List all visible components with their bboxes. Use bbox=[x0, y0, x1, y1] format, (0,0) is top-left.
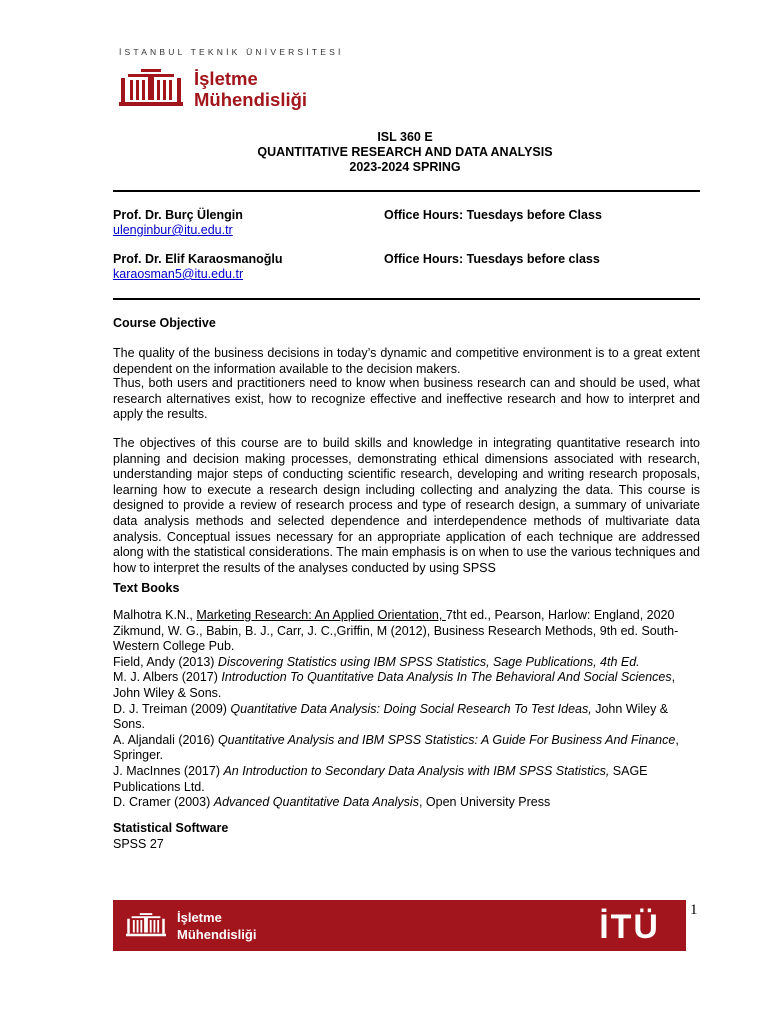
objective-heading: Course Objective bbox=[113, 316, 216, 330]
textbook-item: J. MacInnes (2017) An Introduction to Secondary Data Analysis with IBM SPSS Statistics, SAGE Publications Ltd. bbox=[113, 763, 648, 794]
instructor-2-name: Prof. Dr. Elif Karaosmanoğlu bbox=[113, 252, 283, 266]
instructor-1-email-link[interactable]: ulenginbur@itu.edu.tr bbox=[113, 223, 233, 237]
divider-bottom bbox=[113, 298, 700, 300]
footer-logo-line-1: İşletme bbox=[177, 910, 222, 925]
software-value: SPSS 27 bbox=[113, 837, 164, 851]
course-title: QUANTITATIVE RESEARCH AND DATA ANALYSIS bbox=[257, 145, 553, 159]
building-logo-icon bbox=[126, 910, 166, 940]
objective-paragraph-3: The objectives of this course are to build skills and knowledge in integrating quantitative research into planning and decision making processes, demonstrating ethical dimensions associated with research, understanding major steps of conducting scientific research, developing and writing research proposals, learning how to execute a research design including collecting and analyzing the data. This course is designed to provide a review of research process and type of research design, a summary of univariate data analysis methods and selected dependence and interdependence methods of multivariate data analysis. Conceptual issues necessary for an appropriate application of each technique are addressed along with the statistical considerations. The main emphasis is on when to use the various techniques and how to interpret the results of the analyses conducted by using SPSS bbox=[113, 436, 700, 575]
course-code: ISL 360 E bbox=[377, 130, 433, 144]
logo-line-1: İşletme bbox=[194, 68, 258, 89]
textbook-item: Zikmund, W. G., Babin, B. J., Carr, J. C.,Griffin, M (2012), Business Research Methods, 9th ed. South-Western College Pub. bbox=[113, 623, 679, 654]
footer-band bbox=[113, 900, 686, 951]
logo-line-2: Mühendisliği bbox=[194, 89, 308, 110]
textbook-item: Malhotra K.N., Marketing Research: An Applied Orientation, 7tht ed., Pearson, Harlow: England, 2020 bbox=[113, 608, 675, 622]
page-number: 1 bbox=[690, 902, 698, 918]
itu-logo: İTÜ bbox=[599, 908, 660, 946]
objective-paragraph-2: Thus, both users and practitioners need to know when business research can and should be used, what research alternatives exist, how to recognize effective and ineffective research and how to interpret and apply the results. bbox=[113, 376, 700, 422]
footer-logo-text bbox=[177, 909, 256, 943]
divider-top bbox=[113, 190, 700, 192]
instructor-1-office-hours: Office Hours: Tuesdays before Class bbox=[384, 208, 602, 222]
objective-paragraph-1: The quality of the business decisions in today’s dynamic and competitive environment is to a great extent dependent on the information available to the decision makers. bbox=[113, 346, 700, 376]
textbook-item: D. J. Treiman (2009) Quantitative Data Analysis: Doing Social Research To Test Ideas, John Wiley & Sons. bbox=[113, 701, 669, 732]
course-term: 2023-2024 SPRING bbox=[349, 160, 461, 174]
university-name: İSTANBUL TEKNİK ÜNİVERSİTESİ bbox=[119, 47, 344, 57]
department-logo-text bbox=[194, 68, 307, 110]
footer-logo-line-2: Mühendisliği bbox=[177, 927, 257, 942]
textbook-list bbox=[113, 608, 703, 811]
textbook-item: A. Aljandali (2016) Quantitative Analysis and IBM SPSS Statistics: A Guide For Business And Finance, Springer. bbox=[113, 732, 679, 763]
instructor-2-email-link[interactable]: karaosman5@itu.edu.tr bbox=[113, 267, 244, 281]
instructor-1-name: Prof. Dr. Burç Ülengin bbox=[113, 208, 243, 222]
instructor-2-office-hours: Office Hours: Tuesdays before class bbox=[384, 252, 600, 266]
textbook-item: Field, Andy (2013) Discovering Statistics using IBM SPSS Statistics, Sage Publications, 4th Ed. bbox=[113, 654, 640, 669]
software-heading: Statistical Software bbox=[113, 821, 229, 835]
course-heading bbox=[113, 130, 697, 175]
textbook-item: M. J. Albers (2017) Introduction To Quantitative Data Analysis In The Behavioral And Social Sciences, John Wiley & Sons. bbox=[113, 670, 676, 700]
textbooks-heading: Text Books bbox=[113, 581, 180, 595]
textbook-item: D. Cramer (2003) Advanced Quantitative Data Analysis, Open University Press bbox=[113, 795, 551, 810]
building-logo-icon bbox=[119, 68, 183, 108]
